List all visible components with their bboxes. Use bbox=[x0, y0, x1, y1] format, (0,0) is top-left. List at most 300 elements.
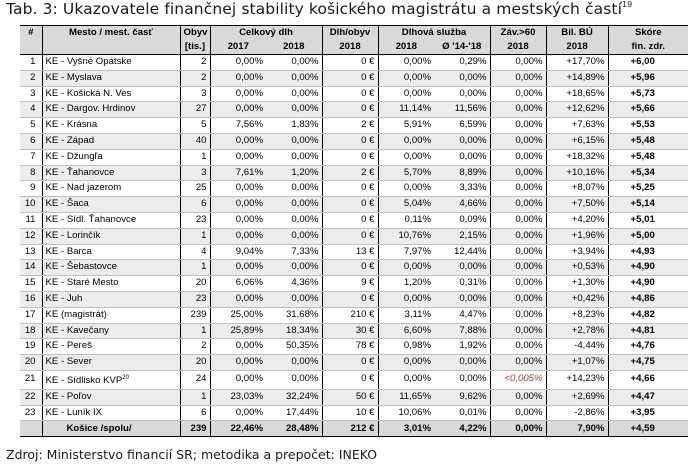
row-overdue: 0,00% bbox=[490, 307, 546, 323]
row-number: 14 bbox=[20, 260, 42, 276]
row-service-2018: 3,11% bbox=[378, 307, 434, 323]
row-debt-2017: 0,00% bbox=[210, 228, 266, 244]
row-overdue: 0,00% bbox=[490, 228, 546, 244]
row-debt-2018: 0,00% bbox=[266, 102, 322, 118]
row-city: KE - Pereš bbox=[42, 339, 180, 355]
table-row bbox=[20, 212, 688, 228]
row-debt-per: 9 € bbox=[322, 276, 378, 292]
row-pop: 6 bbox=[180, 405, 210, 421]
row-overdue: 0,00% bbox=[490, 244, 546, 260]
row-debt-2017: 0,00% bbox=[210, 339, 266, 355]
row-balance: -4,44% bbox=[546, 339, 608, 355]
row-debt-2017: 25,89% bbox=[210, 323, 266, 339]
row-score: +5,01 bbox=[608, 212, 688, 228]
row-pop: 25 bbox=[180, 181, 210, 197]
row-service-avg: 7,88% bbox=[434, 323, 490, 339]
row-debt-2018: 0,00% bbox=[266, 86, 322, 102]
total-service-2018: 3,01% bbox=[378, 421, 434, 437]
row-city: KE - Džungľa bbox=[42, 149, 180, 165]
row-service-2018: 0,00% bbox=[378, 55, 434, 71]
row-service-2018: 0,00% bbox=[378, 181, 434, 197]
row-service-avg: 9,62% bbox=[434, 389, 490, 405]
table-row bbox=[20, 181, 688, 197]
city-footnote: 20 bbox=[122, 374, 129, 381]
row-pop: 23 bbox=[180, 291, 210, 307]
row-debt-2018: 0,00% bbox=[266, 181, 322, 197]
header-balance: Bil. BÚ bbox=[546, 26, 608, 41]
row-debt-2018: 0,00% bbox=[266, 370, 322, 389]
table-row bbox=[20, 70, 688, 86]
row-overdue: 0,00% bbox=[490, 102, 546, 118]
row-service-2018: 0,98% bbox=[378, 339, 434, 355]
row-debt-2018: 50,35% bbox=[266, 339, 322, 355]
total-debt-2017: 22,46% bbox=[210, 421, 266, 437]
row-city: KE - Kavečany bbox=[42, 323, 180, 339]
row-number: 11 bbox=[20, 212, 42, 228]
row-score: +5,25 bbox=[608, 181, 688, 197]
row-service-2018: 11,65% bbox=[378, 389, 434, 405]
row-score: +4,76 bbox=[608, 339, 688, 355]
row-city: KE - Západ bbox=[42, 133, 180, 149]
table-row bbox=[20, 260, 688, 276]
row-balance: +3,94% bbox=[546, 244, 608, 260]
row-service-2018: 0,00% bbox=[378, 355, 434, 371]
row-service-2018: 5,70% bbox=[378, 165, 434, 181]
row-overdue: 0,00% bbox=[490, 165, 546, 181]
row-score: +4,47 bbox=[608, 389, 688, 405]
row-debt-per: 0 € bbox=[322, 70, 378, 86]
header-city: Mesto / mest. časť bbox=[42, 26, 180, 41]
row-number: 15 bbox=[20, 276, 42, 292]
row-overdue: 0,00% bbox=[490, 70, 546, 86]
row-debt-per: 0 € bbox=[322, 291, 378, 307]
header-debt-2017: 2017 bbox=[210, 40, 266, 55]
row-overdue: 0,00% bbox=[490, 197, 546, 213]
row-debt-2017: 0,00% bbox=[210, 291, 266, 307]
row-balance: +17,70% bbox=[546, 55, 608, 71]
row-pop: 20 bbox=[180, 355, 210, 371]
row-service-avg: 11,56% bbox=[434, 102, 490, 118]
table-row bbox=[20, 228, 688, 244]
row-debt-2017: 0,00% bbox=[210, 70, 266, 86]
row-score: +3,95 bbox=[608, 405, 688, 421]
row-score: +4,81 bbox=[608, 323, 688, 339]
row-service-2018: 0,00% bbox=[378, 291, 434, 307]
total-service-avg: 4,22% bbox=[434, 421, 490, 437]
row-service-2018: 6,60% bbox=[378, 323, 434, 339]
table-row bbox=[20, 307, 688, 323]
table-row bbox=[20, 355, 688, 371]
row-debt-2018: 0,00% bbox=[266, 291, 322, 307]
row-balance: +7,63% bbox=[546, 118, 608, 134]
row-balance: +6,15% bbox=[546, 133, 608, 149]
row-debt-per: 0 € bbox=[322, 260, 378, 276]
row-debt-per: 0 € bbox=[322, 102, 378, 118]
total-city: Košice /spolu/ bbox=[42, 421, 180, 437]
row-city: KE - Sídl. Ťahanovce bbox=[42, 212, 180, 228]
header-pop-unit: [tis.] bbox=[180, 40, 210, 55]
header-pop: Obyv bbox=[180, 26, 210, 41]
header-debt-per-2018: 2018 bbox=[322, 40, 378, 55]
row-score: +5,48 bbox=[608, 149, 688, 165]
row-number: 8 bbox=[20, 165, 42, 181]
row-service-avg: 2,15% bbox=[434, 228, 490, 244]
row-overdue: 0,00% bbox=[490, 181, 546, 197]
row-city: KE - Krásna bbox=[42, 118, 180, 134]
row-debt-per: 210 € bbox=[322, 307, 378, 323]
row-service-2018: 5,04% bbox=[378, 197, 434, 213]
total-debt-2018: 28,48% bbox=[266, 421, 322, 437]
row-number: 18 bbox=[20, 323, 42, 339]
row-number: 16 bbox=[20, 291, 42, 307]
row-service-avg: 3,33% bbox=[434, 181, 490, 197]
header-overdue: Záv.>60 bbox=[490, 26, 546, 41]
row-service-avg: 0,01% bbox=[434, 405, 490, 421]
row-service-avg: 4,66% bbox=[434, 197, 490, 213]
row-city: KE - Sever bbox=[42, 355, 180, 371]
row-balance: +1,96% bbox=[546, 228, 608, 244]
row-debt-2017: 0,00% bbox=[210, 212, 266, 228]
row-debt-2017: 0,00% bbox=[210, 197, 266, 213]
row-number: 6 bbox=[20, 133, 42, 149]
row-debt-per: 2 € bbox=[322, 118, 378, 134]
header-debt-per: Dlh/obyv bbox=[322, 26, 378, 41]
row-score: +5,14 bbox=[608, 197, 688, 213]
row-pop: 3 bbox=[180, 86, 210, 102]
row-pop: 1 bbox=[180, 260, 210, 276]
table-row bbox=[20, 118, 688, 134]
row-score: +5,73 bbox=[608, 86, 688, 102]
row-number: 12 bbox=[20, 228, 42, 244]
header-debt: Celkový dlh bbox=[210, 26, 322, 41]
row-debt-2017: 0,00% bbox=[210, 86, 266, 102]
row-pop: 4 bbox=[180, 244, 210, 260]
header-balance-2018: 2018 bbox=[546, 40, 608, 55]
row-debt-2017: 0,00% bbox=[210, 55, 266, 71]
row-service-2018: 10,76% bbox=[378, 228, 434, 244]
row-pop: 24 bbox=[180, 370, 210, 389]
row-balance: +7,50% bbox=[546, 197, 608, 213]
table-row bbox=[20, 102, 688, 118]
row-debt-per: 2 € bbox=[322, 165, 378, 181]
total-score: +4,59 bbox=[608, 421, 688, 437]
row-balance: +18,32% bbox=[546, 149, 608, 165]
row-service-avg: 0,00% bbox=[434, 86, 490, 102]
row-number: 17 bbox=[20, 307, 42, 323]
row-city: KE (magistrát) bbox=[42, 307, 180, 323]
row-overdue: 0,00% bbox=[490, 276, 546, 292]
row-service-avg: 1,92% bbox=[434, 339, 490, 355]
row-pop: 20 bbox=[180, 276, 210, 292]
row-debt-per: 78 € bbox=[322, 339, 378, 355]
row-debt-2018: 17,44% bbox=[266, 405, 322, 421]
header-score: Skóre bbox=[608, 26, 688, 41]
total-balance: 7,90% bbox=[546, 421, 608, 437]
row-debt-2017: 0,00% bbox=[210, 181, 266, 197]
row-balance: -2,86% bbox=[546, 405, 608, 421]
row-debt-2017: 6,06% bbox=[210, 276, 266, 292]
row-overdue: 0,00% bbox=[490, 212, 546, 228]
row-service-avg: 0,09% bbox=[434, 212, 490, 228]
header-service-avg: Ø '14-'18 bbox=[434, 40, 490, 55]
row-overdue: 0,00% bbox=[490, 291, 546, 307]
title-footnote: 19 bbox=[621, 0, 633, 9]
table-row bbox=[20, 149, 688, 165]
row-number: 19 bbox=[20, 339, 42, 355]
row-debt-2017: 25,00% bbox=[210, 307, 266, 323]
row-pop: 1 bbox=[180, 323, 210, 339]
row-debt-2017: 23,03% bbox=[210, 389, 266, 405]
row-score: +4,66 bbox=[608, 370, 688, 389]
row-number: 5 bbox=[20, 118, 42, 134]
row-service-avg: 0,00% bbox=[434, 260, 490, 276]
row-city: KE - Dargov. Hrdinov bbox=[42, 102, 180, 118]
table-row bbox=[20, 389, 688, 405]
row-city: KE - Sídlisko KVP$^{20}$ bbox=[42, 370, 180, 389]
row-debt-per: 50 € bbox=[322, 389, 378, 405]
row-balance: +1,07% bbox=[546, 355, 608, 371]
row-pop: 6 bbox=[180, 197, 210, 213]
row-number: 2 bbox=[20, 70, 42, 86]
row-number: 1 bbox=[20, 55, 42, 71]
row-overdue: 0,00% bbox=[490, 86, 546, 102]
table-row bbox=[20, 55, 688, 71]
row-balance: +8,07% bbox=[546, 181, 608, 197]
table-row bbox=[20, 370, 688, 389]
row-debt-per: 0 € bbox=[322, 355, 378, 371]
row-balance: +18,65% bbox=[546, 86, 608, 102]
row-score: +4,75 bbox=[608, 355, 688, 371]
row-service-2018: 0,00% bbox=[378, 260, 434, 276]
table-row bbox=[20, 276, 688, 292]
row-debt-per: 0 € bbox=[322, 86, 378, 102]
header-debt-2018: 2018 bbox=[266, 40, 322, 55]
row-number: 20 bbox=[20, 355, 42, 371]
row-service-2018: 10,06% bbox=[378, 405, 434, 421]
row-balance: +8,23% bbox=[546, 307, 608, 323]
row-service-2018: 5,91% bbox=[378, 118, 434, 134]
row-score: +4,82 bbox=[608, 307, 688, 323]
header-no: # bbox=[20, 26, 42, 41]
row-overdue: 0,00% bbox=[490, 389, 546, 405]
row-pop: 3 bbox=[180, 165, 210, 181]
row-service-avg: 0,00% bbox=[434, 355, 490, 371]
row-service-2018: 0,00% bbox=[378, 70, 434, 86]
total-pop: 239 bbox=[180, 421, 210, 437]
row-debt-2018: 0,00% bbox=[266, 133, 322, 149]
row-number: 9 bbox=[20, 181, 42, 197]
row-debt-2018: 0,00% bbox=[266, 228, 322, 244]
row-number: 13 bbox=[20, 244, 42, 260]
table-title: Tab. 3: Ukazovatele finančnej stability košického magistrátu a mestských častí$^{19}$ bbox=[6, 0, 633, 18]
row-overdue: <0,005% bbox=[490, 370, 546, 389]
row-debt-2018: 0,00% bbox=[266, 355, 322, 371]
row-score: +6,00 bbox=[608, 55, 688, 71]
row-score: +5,34 bbox=[608, 165, 688, 181]
row-score: +4,93 bbox=[608, 244, 688, 260]
row-debt-2017: 0,00% bbox=[210, 133, 266, 149]
row-service-avg: 0,00% bbox=[434, 133, 490, 149]
row-balance: +14,89% bbox=[546, 70, 608, 86]
row-overdue: 0,00% bbox=[490, 149, 546, 165]
row-city: KE - Staré Mesto bbox=[42, 276, 180, 292]
row-number: 23 bbox=[20, 405, 42, 421]
row-pop: 2 bbox=[180, 70, 210, 86]
row-pop: 1 bbox=[180, 228, 210, 244]
row-service-avg: 12,44% bbox=[434, 244, 490, 260]
row-service-2018: 0,00% bbox=[378, 149, 434, 165]
row-debt-2018: 0,00% bbox=[266, 197, 322, 213]
row-service-2018: 1,20% bbox=[378, 276, 434, 292]
row-debt-2017: 0,00% bbox=[210, 149, 266, 165]
row-pop: 1 bbox=[180, 149, 210, 165]
row-debt-per: 0 € bbox=[322, 55, 378, 71]
row-overdue: 0,00% bbox=[490, 133, 546, 149]
header-service-2018: 2018 bbox=[378, 40, 434, 55]
row-debt-per: 30 € bbox=[322, 323, 378, 339]
table-row bbox=[20, 244, 688, 260]
row-debt-per: 0 € bbox=[322, 212, 378, 228]
row-service-2018: 0,11% bbox=[378, 212, 434, 228]
row-pop: 23 bbox=[180, 212, 210, 228]
row-overdue: 0,00% bbox=[490, 260, 546, 276]
row-service-2018: 0,00% bbox=[378, 370, 434, 389]
row-service-2018: 7,97% bbox=[378, 244, 434, 260]
row-service-avg: 0,00% bbox=[434, 70, 490, 86]
row-number: 10 bbox=[20, 197, 42, 213]
row-service-avg: 0,31% bbox=[434, 276, 490, 292]
row-service-avg: 8,89% bbox=[434, 165, 490, 181]
row-debt-per: 13 € bbox=[322, 244, 378, 260]
header-overdue-2018: 2018 bbox=[490, 40, 546, 55]
row-pop: 2 bbox=[180, 339, 210, 355]
row-city: KE - Lorinčík bbox=[42, 228, 180, 244]
row-score: +4,90 bbox=[608, 276, 688, 292]
row-debt-2018: 18,34% bbox=[266, 323, 322, 339]
header-service: Dlhová služba bbox=[378, 26, 490, 41]
row-balance: +4,20% bbox=[546, 212, 608, 228]
row-pop: 40 bbox=[180, 133, 210, 149]
row-debt-2018: 7,33% bbox=[266, 244, 322, 260]
table-row bbox=[20, 165, 688, 181]
row-debt-per: 0 € bbox=[322, 228, 378, 244]
table-row bbox=[20, 405, 688, 421]
row-city: KE - Poľov bbox=[42, 389, 180, 405]
row-debt-2017: 0,00% bbox=[210, 102, 266, 118]
finance-table bbox=[20, 25, 688, 437]
row-number: 21 bbox=[20, 370, 42, 389]
header-score-sub: fin. zdr. bbox=[608, 40, 688, 55]
row-service-avg: 0,00% bbox=[434, 370, 490, 389]
row-pop: 2 bbox=[180, 55, 210, 71]
row-debt-2018: 0,00% bbox=[266, 149, 322, 165]
total-row bbox=[20, 421, 688, 437]
row-pop: 27 bbox=[180, 102, 210, 118]
row-city: KE - Šebastovce bbox=[42, 260, 180, 276]
row-number: 7 bbox=[20, 149, 42, 165]
row-debt-2018: 32,24% bbox=[266, 389, 322, 405]
row-score: +5,53 bbox=[608, 118, 688, 134]
row-overdue: 0,00% bbox=[490, 323, 546, 339]
row-score: +4,90 bbox=[608, 260, 688, 276]
row-score: +5,96 bbox=[608, 70, 688, 86]
row-score: +5,66 bbox=[608, 102, 688, 118]
row-city: KE - Luník IX bbox=[42, 405, 180, 421]
table-row bbox=[20, 291, 688, 307]
row-debt-2017: 7,61% bbox=[210, 165, 266, 181]
row-city: KE - Šaca bbox=[42, 197, 180, 213]
row-debt-2018: 0,00% bbox=[266, 212, 322, 228]
row-debt-2017: 0,00% bbox=[210, 260, 266, 276]
row-debt-per: 0 € bbox=[322, 370, 378, 389]
row-service-2018: 0,00% bbox=[378, 133, 434, 149]
row-service-avg: 6,59% bbox=[434, 118, 490, 134]
row-balance: +0,53% bbox=[546, 260, 608, 276]
row-balance: +12,62% bbox=[546, 102, 608, 118]
row-debt-per: 10 € bbox=[322, 405, 378, 421]
row-debt-2017: 0,00% bbox=[210, 355, 266, 371]
row-number: 4 bbox=[20, 102, 42, 118]
row-score: +5,48 bbox=[608, 133, 688, 149]
row-overdue: 0,00% bbox=[490, 339, 546, 355]
row-balance: +10,16% bbox=[546, 165, 608, 181]
table-row bbox=[20, 86, 688, 102]
row-debt-2018: 31,68% bbox=[266, 307, 322, 323]
row-score: +5,00 bbox=[608, 228, 688, 244]
row-debt-per: 0 € bbox=[322, 181, 378, 197]
row-city: KE - Vyšné Opátske bbox=[42, 55, 180, 71]
row-debt-2017: 0,00% bbox=[210, 370, 266, 389]
row-overdue: 0,00% bbox=[490, 405, 546, 421]
row-service-avg: 0,00% bbox=[434, 291, 490, 307]
row-debt-2018: 1,83% bbox=[266, 118, 322, 134]
row-number: 3 bbox=[20, 86, 42, 102]
row-pop: 1 bbox=[180, 389, 210, 405]
table-row bbox=[20, 323, 688, 339]
row-overdue: 0,00% bbox=[490, 355, 546, 371]
row-service-avg: 0,00% bbox=[434, 149, 490, 165]
row-debt-per: 0 € bbox=[322, 197, 378, 213]
row-debt-2017: 0,00% bbox=[210, 405, 266, 421]
row-balance: +14,23% bbox=[546, 370, 608, 389]
row-debt-2017: 9,04% bbox=[210, 244, 266, 260]
row-debt-2018: 0,00% bbox=[266, 260, 322, 276]
row-service-2018: 0,00% bbox=[378, 86, 434, 102]
total-debt-per: 212 € bbox=[322, 421, 378, 437]
row-pop: 239 bbox=[180, 307, 210, 323]
row-service-2018: 11,14% bbox=[378, 102, 434, 118]
row-overdue: 0,00% bbox=[490, 55, 546, 71]
table-row bbox=[20, 339, 688, 355]
row-score: +4,86 bbox=[608, 291, 688, 307]
row-city: KE - Myslava bbox=[42, 70, 180, 86]
row-pop: 5 bbox=[180, 118, 210, 134]
row-debt-2018: 4,36% bbox=[266, 276, 322, 292]
row-debt-per: 0 € bbox=[322, 149, 378, 165]
source-note: Zdroj: Ministerstvo financií SR; metodika a prepočet: INEKO bbox=[6, 447, 378, 462]
row-debt-2018: 0,00% bbox=[266, 70, 322, 86]
row-balance: +2,69% bbox=[546, 389, 608, 405]
row-balance: +1,30% bbox=[546, 276, 608, 292]
row-city: KE - Košická N. Ves bbox=[42, 86, 180, 102]
row-balance: +0,42% bbox=[546, 291, 608, 307]
total-overdue: 0,00% bbox=[490, 421, 546, 437]
table-row bbox=[20, 133, 688, 149]
row-city: KE - Juh bbox=[42, 291, 180, 307]
row-service-avg: 4,47% bbox=[434, 307, 490, 323]
row-debt-per: 0 € bbox=[322, 133, 378, 149]
table-row bbox=[20, 197, 688, 213]
